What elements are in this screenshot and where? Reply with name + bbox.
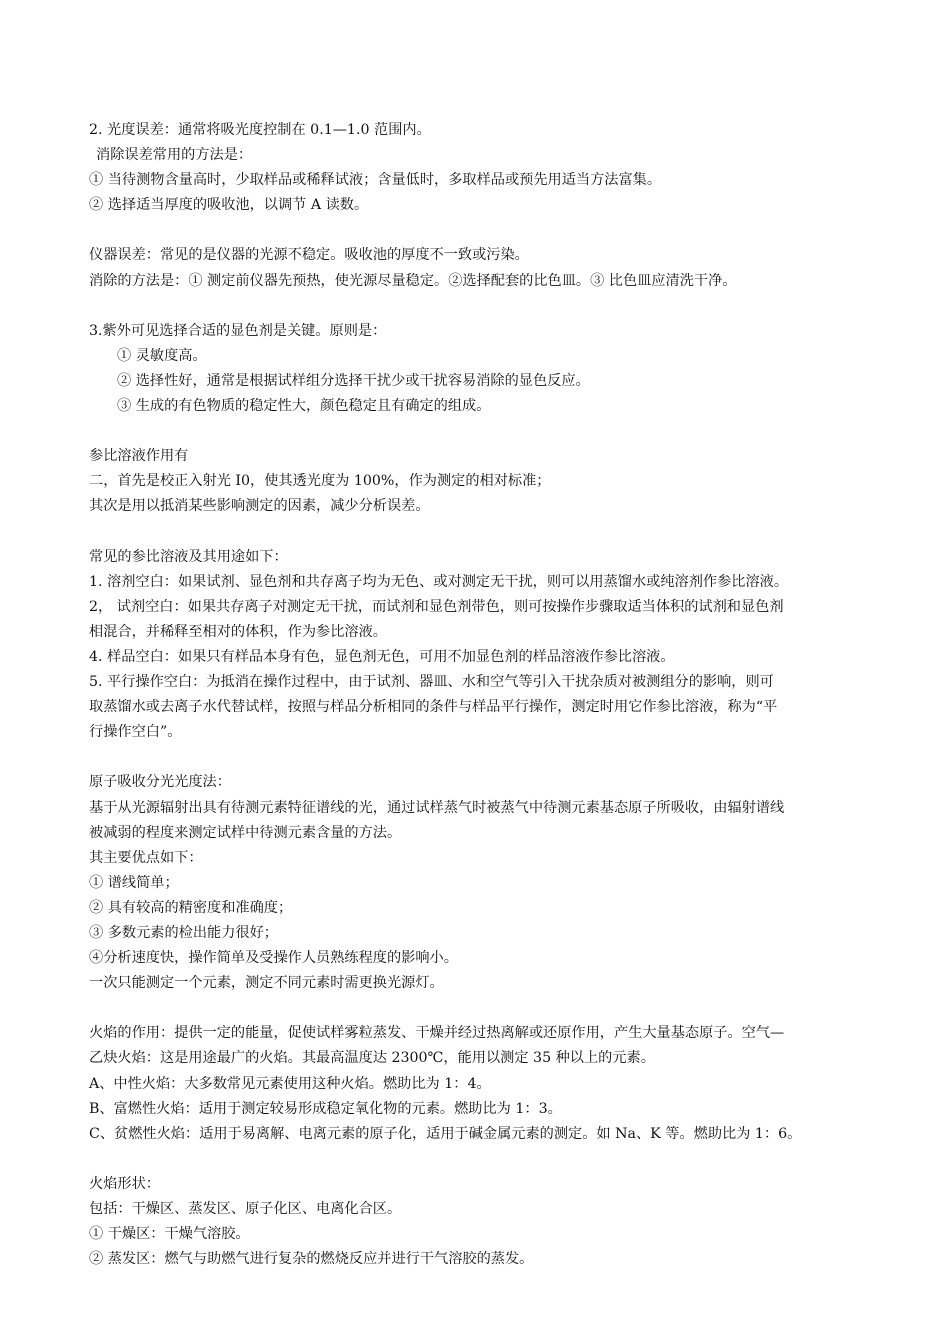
text-line: 5. 平行操作空白：为抵消在操作过程中，由于试剂、器皿、水和空气等引入干扰杂质对被测组分的影响，则可 <box>89 674 774 691</box>
text-line: ① 当待测物含量高时，少取样品或稀释试液；含量低时，多取样品或预先用适当方法富集。 <box>89 172 662 189</box>
text-line: 4. 样品空白：如果只有样品本身有色，显色剂无色，可用不加显色剂的样品溶液作参比溶液。 <box>89 648 675 665</box>
text-line: ① 干燥区：干燥气溶胶。 <box>89 1226 250 1243</box>
blank-line <box>89 520 909 545</box>
text-line: 1. 溶剂空白：如果试剂、显色剂和共存离子均为无色、或对测定无干扰，则可以用蒸馏水或纯溶剂作参比溶液。 <box>89 573 789 590</box>
text-line: 其次是用以抵消某些影响测定的因素，减少分析误差。 <box>89 498 430 515</box>
text-line: 一次只能测定一个元素，测定不同元素时需更换光源灯。 <box>89 975 444 992</box>
text-line: 仪器误差：常见的是仪器的光源不稳定。吸收池的厚度不一致或污染。 <box>89 247 529 264</box>
text-line: 其主要优点如下： <box>89 849 203 866</box>
text-line: ② 选择性好，通常是根据试样组分选择干扰少或干扰容易消除的显色反应。 <box>117 372 590 389</box>
blank-line <box>89 1147 909 1172</box>
text-line: ③ 生成的有色物质的稳定性大，颜色稳定且有确定的组成。 <box>117 398 491 415</box>
text-line: A、中性火焰：大多数常见元素使用这种火焰。燃助比为 1：4。 <box>89 1075 491 1092</box>
document-page <box>89 118 909 1272</box>
text-line: 乙炔火焰：这是用途最广的火焰。其最高温度达 2300℃，能用以测定 35 种以上的元素。 <box>89 1050 655 1067</box>
text-line: 2， 试剂空白：如果共存离子对测定无干扰，而试剂和显色剂带色，则可按操作步骤取适当体积的试剂和显色剂 <box>89 598 784 615</box>
text-line: ② 选择适当厚度的吸收池，以调节 A 读数。 <box>89 197 369 214</box>
text-line: ② 蒸发区：燃气与助燃气进行复杂的燃烧反应并进行干气溶胶的蒸发。 <box>89 1251 534 1268</box>
text-line: 原子吸收分光光度法： <box>89 774 231 791</box>
text-line: ① 谱线简单； <box>89 874 179 891</box>
text-line: 取蒸馏水或去离子水代替试样，按照与样品分析相同的条件与样品平行操作，测定时用它作参比溶液，称为“平 <box>89 699 778 716</box>
text-line: 包括：干燥区、蒸发区、原子化区、电离化合区。 <box>89 1201 402 1218</box>
text-line: 火焰形状： <box>89 1175 160 1192</box>
blank-line <box>89 996 909 1021</box>
text-line: C、贫燃性火焰：适用于易离解、电离元素的原子化，适用于碱金属元素的测定。如 Na、K 等。燃助比为 1：6。 <box>89 1125 802 1142</box>
text-line: 被减弱的程度来测定试样中待测元素含量的方法。 <box>89 824 402 841</box>
text-line: B、富燃性火焰：适用于测定较易形成稳定氧化物的元素。燃助比为 1：3。 <box>89 1100 562 1117</box>
blank-line <box>89 419 909 444</box>
text-line: 3.紫外可见选择合适的显色剂是关键。原则是： <box>89 322 387 339</box>
text-line: ① 灵敏度高。 <box>117 347 207 364</box>
text-line: 2. 光度误差：通常将吸光度控制在 0.1—1.0 范围内。 <box>89 122 431 138</box>
text-line: 消除的方法是：① 测定前仪器先预热，使光源尽量稳定。②选择配套的比色皿。③ 比色皿应清洗干净。 <box>89 272 737 289</box>
text-line: 消除误差常用的方法是： <box>96 147 253 164</box>
text-line: 基于从光源辐射出具有待测元素特征谱线的光，通过试样蒸气时被蒸气中待测元素基态原子所吸收，由辐射谱线 <box>89 799 785 816</box>
text-line: ④分析速度快，操作简单及受操作人员熟练程度的影响小。 <box>89 950 458 967</box>
text-line: 火焰的作用：提供一定的能量，促使试样雾粒蒸发、干燥并经过热离解或还原作用，产生大量基态原子。空气— <box>89 1025 785 1042</box>
text-line: 参比溶液作用有 <box>89 448 189 465</box>
text-line: 相混合，并稀释至相对的体积，作为参比溶液。 <box>89 623 387 640</box>
text-line: 二，首先是校正入射光 I0，使其透光度为 100%，作为测定的相对标准； <box>89 473 551 490</box>
text-line: ③ 多数元素的检出能力很好； <box>89 925 278 941</box>
text-line: 行操作空白”。 <box>89 724 182 741</box>
blank-line <box>89 294 909 319</box>
blank-line <box>89 745 909 770</box>
document-body <box>89 118 909 1272</box>
text-line: 常见的参比溶液及其用途如下： <box>89 548 288 565</box>
text-line: ② 具有较高的精密度和准确度； <box>89 899 293 916</box>
blank-line <box>89 218 909 243</box>
